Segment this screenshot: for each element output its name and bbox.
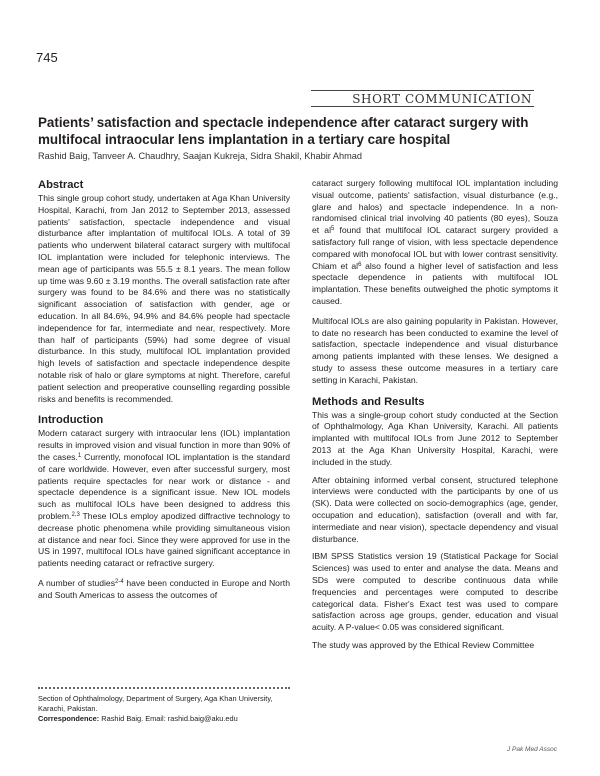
affiliation-text: Section of Ophthalmology, Department of Surgery, Aga Khan University, Karachi, Pakistan. — [38, 694, 273, 713]
page-number: 745 — [36, 50, 58, 65]
methods-heading: Methods and Results — [312, 395, 425, 408]
citation-2-3: 2,3 — [71, 511, 80, 518]
author-list: Rashid Baig, Tanveer A. Chaudhry, Saajan Kukreja, Sidra Shakil, Khabir Ahmad — [38, 151, 362, 161]
left-column — [38, 178, 290, 602]
introduction-paragraph-1: Modern cataract surgery with intraocular lens (IOL) implantation results in improved vision and visual function in more than 90% of the cases.$^1$ Currently, monofocal IOL implantation is the standard of care worldwide. However, even after successful surgery, most patients require spectacles for near work or distance - and spectacle dependence is a significant issue. New IOL models such as multifocal IOLs have been designed to address this problem.$^{2,3}$ These IOLs employ apodized diffractive technology to decrease photic phenomena while providing simultaneous vision at distance and near foci. Since they were approved for use in the US in 1997, multifocal IOLs have gained significant acceptance in patients needing cataract or refractive surgery. — [38, 428, 290, 569]
abstract-text: This single group cohort study, undertaken at Aga Khan University Hospital, Karachi, from Jan 2012 to September 2013, assessed patients' satisfaction, spectacle independence and visual disturbance after implantation of multifocal IOLs. A total of 39 patients who underwent bilateral cataract surgery with multifocal IOL implantation were included for telephonic interviews. The mean age of participants was 55.5 ± 8.1 years. The mean follow up time was 9.60 ± 3.19 months. The overall satisfaction rate after surgery was found to be 84.6% and there was no statistically significant association of satisfaction with gender, age or education. In all 84.6%, 94.9% and 84.6% people had spectacle independence for far, intermediate and near, respectively. More than half of participants (59%) had some degree of visual disturbance. In this study, multifocal IOL implantation provided high levels of satisfaction and spectacle independence despite notable risk of halo or glare symptoms at night. Therefore, careful patient selection and preoperative counselling regarding possible risks and benefits is recommended. — [38, 193, 290, 404]
section-label: SHORT COMMUNICATION — [311, 90, 534, 107]
correspondence-label: Correspondence: — [38, 714, 100, 723]
right-column — [312, 178, 558, 652]
correspondence-line: Correspondence: Rashid Baig. Email: rashid.baig@aku.edu — [38, 714, 238, 723]
citation-2-4: 2-4 — [115, 578, 124, 585]
citation-5: 5 — [330, 226, 335, 233]
introduction-heading: Introduction — [38, 414, 104, 427]
methods-paragraph-2: After obtaining informed verbal consent, structured telephone interviews were conducted with the participants by one of us (SK). Data were collected on socio-demographics (age, gender, occupation and education), satisfaction (overall and with far, intermediate and near vision), spectacle dependency and visual disturbance. — [312, 474, 558, 544]
intro-continued-paragraph: cataract surgery following multifocal IOL implantation including visual outcome, patients' satisfaction, visual disturbance (e.g., glare and halos) and spectacle independence. In a non-randomised clinical trial involving 40 patients (80 eyes), Souza et $al^5$ found that multifocal IOL cataract surgery provided a satisfactory full range of vision, with less spectacle dependence compared with monofocal IOL but with lower contrast sensitivity. Chiam et $al^6$ also found a higher level of satisfaction and less spectacle dependence in patients with multifocal IOL implantation. These benefits outweighed the photic symptoms it caused. — [312, 178, 558, 306]
abstract-heading: Abstract — [38, 179, 84, 191]
citation-6: 6 — [358, 261, 362, 268]
methods-paragraph-3: IBM SPSS Statistics version 19 (Statistical Package for Social Sciences) was used to enter and analyse the data. Means and SDs were computed to describe continuous data while frequencies and percentages were computed to describe categorical data. Fisher's Exact test was used to compare satisfaction across age groups, gender, education and visual acuity. A P-value< 0.05 was considered significant. — [312, 551, 558, 633]
introduction-paragraph-2: A number of studies$^{2-4}$ have been conducted in Europe and North and South Americas to assess the outcomes of — [38, 577, 290, 600]
journal-name: J Pak Med Assoc — [507, 746, 557, 753]
methods-paragraph-4: The study was approved by the Ethical Review Committee — [312, 639, 535, 650]
citation-1: 1 — [77, 452, 82, 459]
article-title: Patients’ satisfaction and spectacle independence after cataract surgery with multifocal intraocular lens implantation in a tertiary care hospital — [38, 115, 529, 147]
intro-paragraph-pakistan: Multifocal IOLs are also gaining popularity in Pakistan. However, to date no research has been conducted to examine the level of satisfaction, spectacle independence and visual disturbance among patients implanted with these lenses. We designed a study to assess these outcome measures in a tertiary care setting in Karachi, Pakistan. — [312, 315, 558, 385]
affiliation-footnote — [38, 687, 290, 724]
methods-paragraph-1: This was a single-group cohort study conducted at the Section of Ophthalmology, Aga Khan University, Karachi. All patients implanted with multifocal IOLs from June 2012 to September 2013 at the Aga Khan University Hospital, Karachi, were included in the study. — [312, 409, 558, 467]
